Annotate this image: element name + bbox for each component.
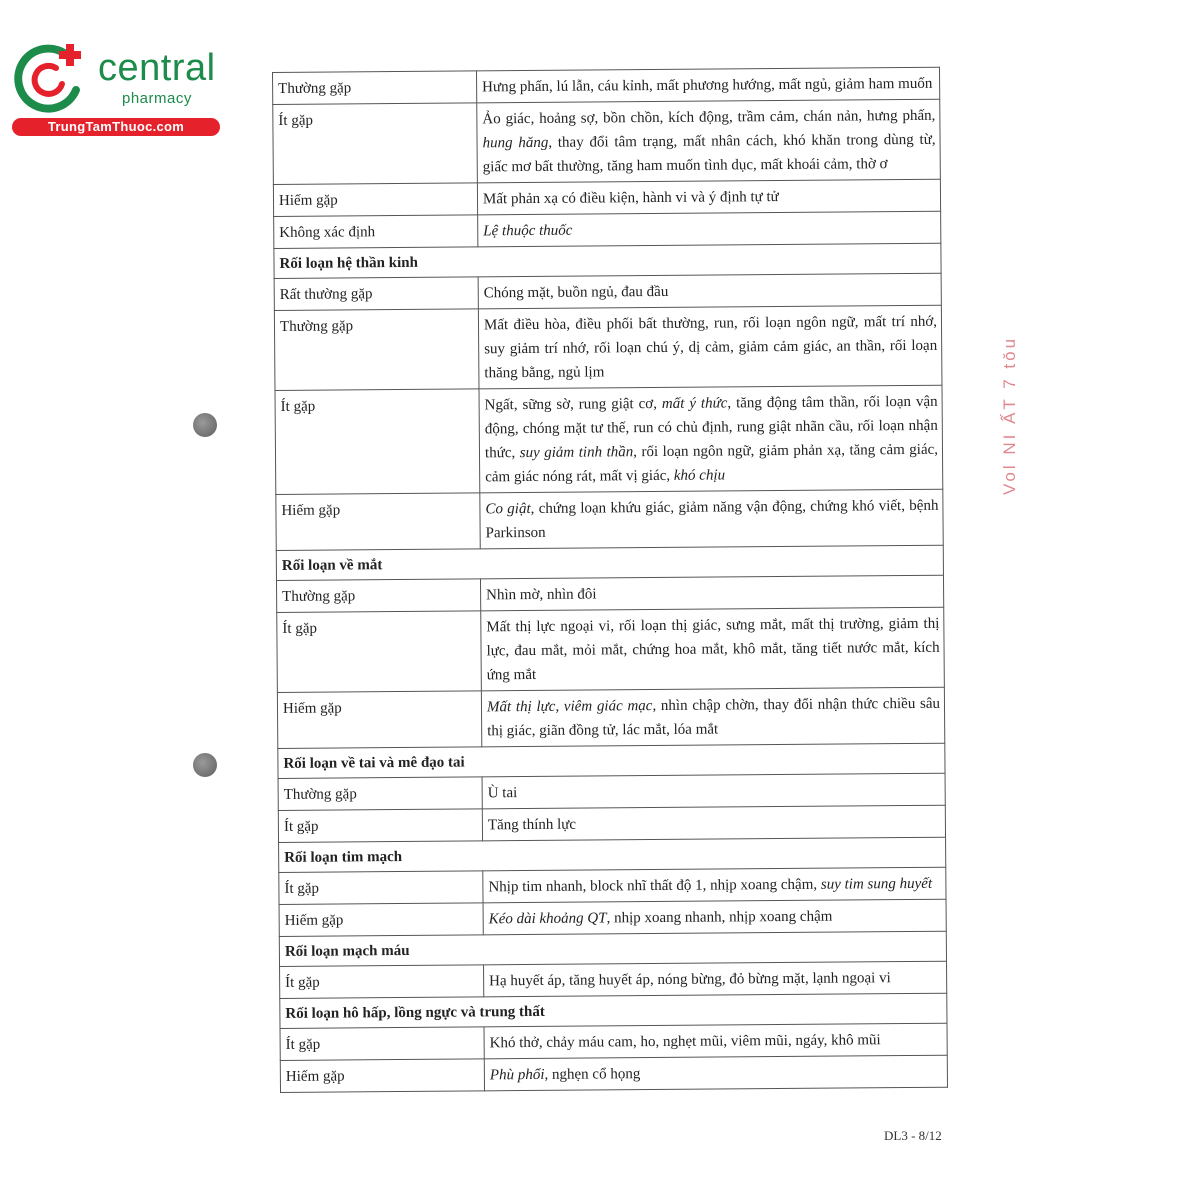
frequency-cell: Hiếm gặp xyxy=(277,691,481,749)
frequency-cell: Hiếm gặp xyxy=(279,903,483,937)
table-row xyxy=(274,211,941,248)
table-row xyxy=(274,305,942,390)
text-segment: , nghẹn cổ họng xyxy=(544,1066,641,1083)
italic-text: hung hăng xyxy=(482,134,549,152)
description-cell xyxy=(484,961,947,997)
red-stamp xyxy=(996,335,1032,495)
table-row xyxy=(280,961,947,998)
description-cell xyxy=(478,273,941,309)
table-row xyxy=(279,899,946,936)
text-segment: Khó thở, chảy máu cam, ho, nghẹt mũi, viêm mũi, ngáy, khô mũi xyxy=(489,1032,881,1052)
table-row xyxy=(280,1023,947,1060)
description-cell xyxy=(476,67,939,103)
text-segment: Hưng phấn, lú lẫn, cáu kỉnh, mất phương hướng, mất ngủ, giảm ham muốn xyxy=(482,75,933,96)
frequency-cell: Ít gặp xyxy=(280,1027,484,1061)
frequency-cell: Không xác định xyxy=(274,215,478,249)
text-segment: , nhịp xoang nhanh, nhịp xoang chậm xyxy=(606,908,833,927)
section-title: Rối loạn hệ thần kinh xyxy=(274,243,941,278)
section-title: Rối loạn về mắt xyxy=(276,545,943,580)
table-row xyxy=(274,273,941,310)
frequency-cell: Thường gặp xyxy=(278,777,482,811)
frequency-cell: Thường gặp xyxy=(276,579,480,613)
frequency-cell: Hiếm gặp xyxy=(276,493,480,551)
text-segment: , nhìn chập chờn, thay đổi nhận thức chiều sâu thị giác, giãn đồng tử, lác mắt, lóa mắt xyxy=(487,695,941,740)
frequency-cell: Thường gặp xyxy=(274,309,479,391)
description-cell xyxy=(477,99,941,183)
punch-hole-bottom xyxy=(193,753,217,777)
italic-text: Lệ thuộc thuốc xyxy=(483,222,573,240)
description-cell xyxy=(481,687,944,747)
adverse-effects-sheet xyxy=(272,67,948,1093)
central-pharmacy-logo[interactable] xyxy=(10,38,215,138)
description-cell xyxy=(478,211,941,247)
italic-text: Co giật xyxy=(485,500,531,518)
frequency-cell: Ít gặp xyxy=(279,871,483,905)
central-logo-icon xyxy=(10,38,90,118)
table-row xyxy=(279,867,946,904)
text-segment: , tăng động tâm thần, rối loạn vận động, chóng mặt tư thế, run có chủ định, rung giật nhãn cầu, rối loạn nhận thức, xyxy=(484,393,938,462)
frequency-cell: Ít gặp xyxy=(273,103,478,185)
frequency-cell: Hiếm gặp xyxy=(273,183,477,217)
logo-url: TrungTamThuoc.com xyxy=(12,118,220,136)
text-segment: , chứng loạn khứu giác, giảm năng vận động, chứng khó viết, bệnh Parkinson xyxy=(485,497,939,542)
text-segment: Ảo giác, hoảng sợ, bồn chồn, kích động, trầm cảm, chán nản, hưng phấn, xyxy=(482,107,936,128)
italic-text: Mất thị lực, viêm giác mạc xyxy=(486,698,653,716)
italic-text: Kéo dài khoảng QT xyxy=(488,910,607,928)
page-footer: DL3 - 8/12 xyxy=(884,1128,942,1143)
text-segment: Nhìn mờ, nhìn đôi xyxy=(486,586,597,604)
description-cell xyxy=(480,489,943,549)
text-segment: Tăng thính lực xyxy=(487,816,577,834)
table-row xyxy=(276,489,943,550)
text-segment: Mất thị lực ngoại vi, rối loạn thị giác, sưng mắt, mất thị trường, giảm thị lực, đau mắt, mỏi mắt, chứng hoa mắt, khô mắt, tăng tiết nước mắt, kích ứng mắt xyxy=(486,615,940,684)
description-cell xyxy=(483,899,946,935)
text-segment: , thay đổi tâm trạng, mất nhân cách, khó khăn trong dùng từ, giấc mơ bất thường, tăng ham muốn tình dục, mất khoái cảm, thờ ơ xyxy=(482,131,936,176)
frequency-cell: Ít gặp xyxy=(280,965,484,999)
frequency-cell: Ít gặp xyxy=(277,611,482,693)
frequency-cell: Ít gặp xyxy=(278,809,482,843)
description-cell xyxy=(482,805,945,841)
stamp-text: Vol NI ẤT 7 tǒu xyxy=(1000,335,1019,495)
logo-brand: central xyxy=(98,47,216,89)
table-row xyxy=(275,385,943,494)
text-segment: Mất điều hòa, điều phối bất thường, run, rối loạn ngôn ngữ, mất trí nhớ, suy giảm trí nhớ, rối loạn chú ý, dị cảm, giảm cảm giác, an thần, rối loạn thăng bằng, ngủ lịm xyxy=(483,313,938,382)
frequency-cell: Rất thường gặp xyxy=(274,277,478,311)
frequency-cell: Ít gặp xyxy=(275,389,480,495)
table-row xyxy=(276,575,943,612)
description-cell xyxy=(483,867,946,903)
table-row xyxy=(273,99,941,184)
description-cell xyxy=(484,1055,947,1091)
italic-text: suy giảm tinh thần xyxy=(519,444,634,462)
adverse-effects-table xyxy=(272,67,948,1093)
description-cell xyxy=(482,773,945,809)
text-segment: Hạ huyết áp, tăng huyết áp, nóng bừng, đỏ bừng mặt, lạnh ngoại vi xyxy=(489,970,891,990)
text-segment: Nhịp tim nhanh, block nhĩ thất độ 1, nhịp xoang chậm, xyxy=(488,876,821,896)
frequency-cell: Thường gặp xyxy=(273,71,477,105)
description-cell xyxy=(478,305,942,389)
table-row xyxy=(277,687,944,748)
table-row xyxy=(277,607,945,692)
table-body xyxy=(273,67,948,1092)
italic-text: Phù phổi xyxy=(489,1066,545,1084)
section-title: Rối loạn về tai và mê đạo tai xyxy=(278,743,945,778)
text-segment: Chóng mặt, buồn ngủ, đau đầu xyxy=(483,283,669,302)
frequency-cell: Hiếm gặp xyxy=(280,1059,484,1093)
description-cell xyxy=(481,607,945,691)
punch-hole-top xyxy=(193,413,217,437)
section-title: Rối loạn mạch máu xyxy=(279,931,946,966)
table-row xyxy=(280,1055,947,1092)
text-segment: Ù tai xyxy=(487,785,518,802)
description-cell xyxy=(477,179,940,215)
section-title: Rối loạn tim mạch xyxy=(279,837,946,872)
text-segment: Ngất, sững sờ, rung giật cơ, xyxy=(484,395,662,414)
italic-text: suy tim sung huyết xyxy=(820,875,933,893)
table-row xyxy=(273,179,940,216)
logo-subtitle: pharmacy xyxy=(122,90,192,107)
description-cell xyxy=(479,385,943,493)
section-title: Rối loạn hô hấp, lồng ngực và trung thất xyxy=(280,993,947,1028)
italic-text: khó chịu xyxy=(673,467,726,484)
text-segment: , rối loạn ngôn ngữ, giảm phản xạ, tăng cảm giác, cảm giác nóng rát, mất vị giác, xyxy=(485,441,939,486)
italic-text: mất ý thức xyxy=(661,395,728,412)
table-row xyxy=(278,773,945,810)
description-cell xyxy=(484,1023,947,1059)
table-row xyxy=(273,67,940,104)
description-cell xyxy=(480,575,943,611)
table-row xyxy=(278,805,945,842)
text-segment: Mất phản xạ có điều kiện, hành vi và ý định tự tử xyxy=(482,189,779,208)
